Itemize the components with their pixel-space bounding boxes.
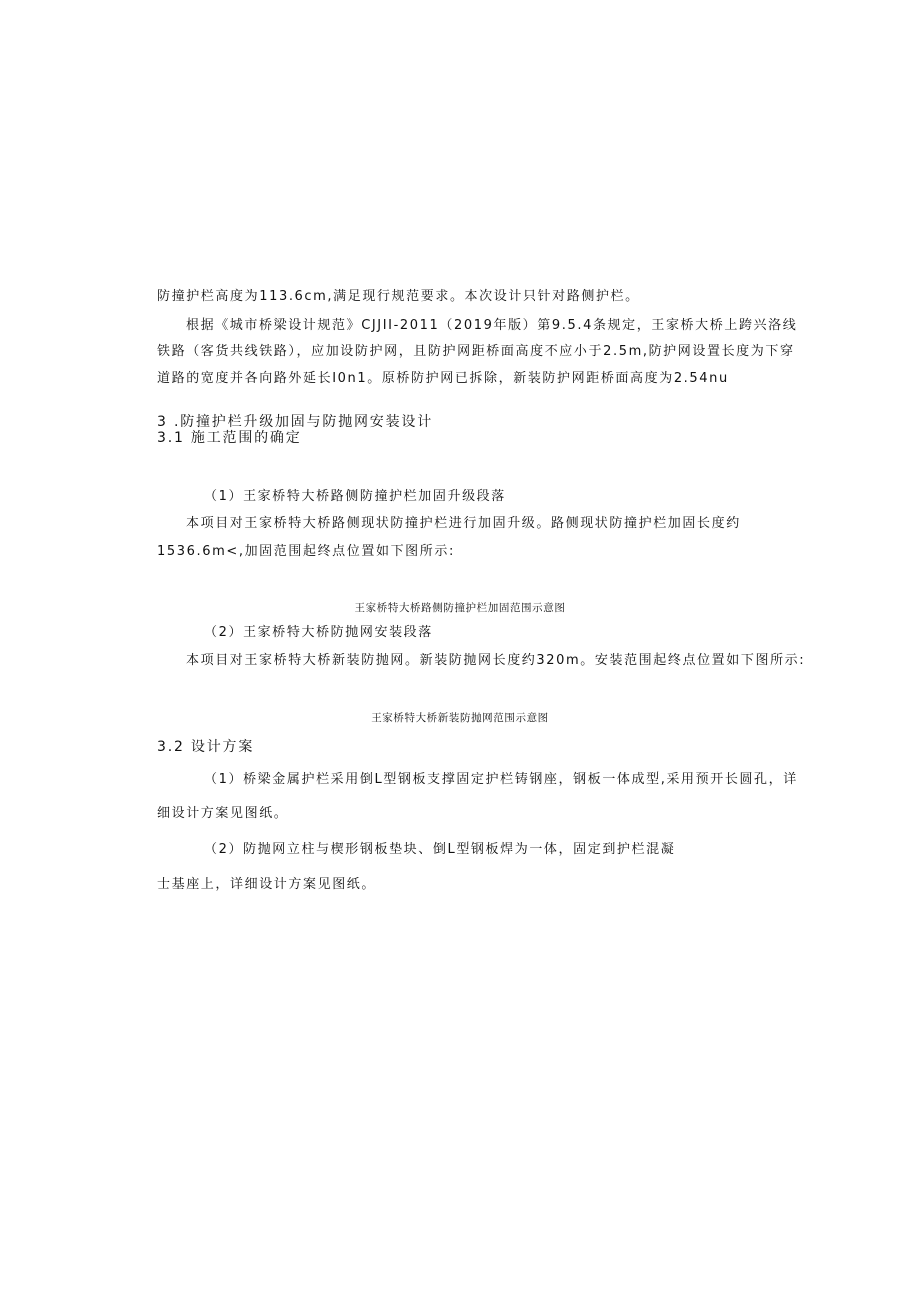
- subsection-item-1-title: （1）王家桥特大桥路侧防撞护栏加固升级段落: [204, 489, 506, 504]
- subsection-item-2-title: （2）王家桥特大桥防抛网安装段落: [204, 625, 433, 640]
- paragraph-line: 本项目对王家桥特大桥新装防抛网。新装防抛网长度约320m。安装范围起终点位置如下图所示:: [186, 653, 806, 668]
- section-3-2-heading: 3.2 设计方案: [157, 739, 255, 755]
- paragraph-line: 道路的宽度并各向路外延长I0n1。原桥防护网已拆除，新装防护网距桥面高度为2.54nu: [157, 371, 729, 386]
- paragraph-line: 细设计方案见图纸。: [157, 806, 289, 821]
- paragraph-line: 根据《城市桥梁设计规范》CJJII-2011（2019年版）第9.5.4条规定，王家桥大桥上跨兴洛线: [186, 318, 798, 333]
- figure-caption: 王家桥特大桥路侧防撞护栏加固范围示意图: [354, 602, 566, 614]
- paragraph-line: （2）防抛网立柱与楔形钢板垫块、倒L型钢板焊为一体，固定到护栏混凝: [204, 842, 676, 857]
- paragraph-line: 本项目对王家桥特大桥路侧现状防撞护栏进行加固升级。路侧现状防撞护栏加固长度约: [186, 516, 741, 531]
- paragraph-line: 士基座上，详细设计方案见图纸。: [157, 877, 377, 892]
- paragraph-line: 防撞护栏高度为113.6cm,满足现行规范要求。本次设计只针对路侧护栏。: [157, 289, 640, 304]
- section-3-1-heading: 3.1 施工范围的确定: [157, 430, 302, 446]
- paragraph-line: 铁路（客货共线铁路），应加设防护网，且防护网距桥面高度不应小于2.5m,防护网设置长度为下穿: [157, 344, 795, 359]
- figure-caption: 王家桥特大桥新装防抛网范围示意图: [371, 712, 549, 724]
- section-3-heading: 3 .防撞护栏升级加固与防抛网安装设计: [157, 414, 434, 430]
- paragraph-line: （1）桥梁金属护栏采用倒L型钢板支撑固定护栏铸钢座，钢板一体成型,采用预开长圆孔，详: [204, 772, 798, 787]
- paragraph-line: 1536.6m<,加固范围起终点位置如下图所示:: [157, 544, 455, 559]
